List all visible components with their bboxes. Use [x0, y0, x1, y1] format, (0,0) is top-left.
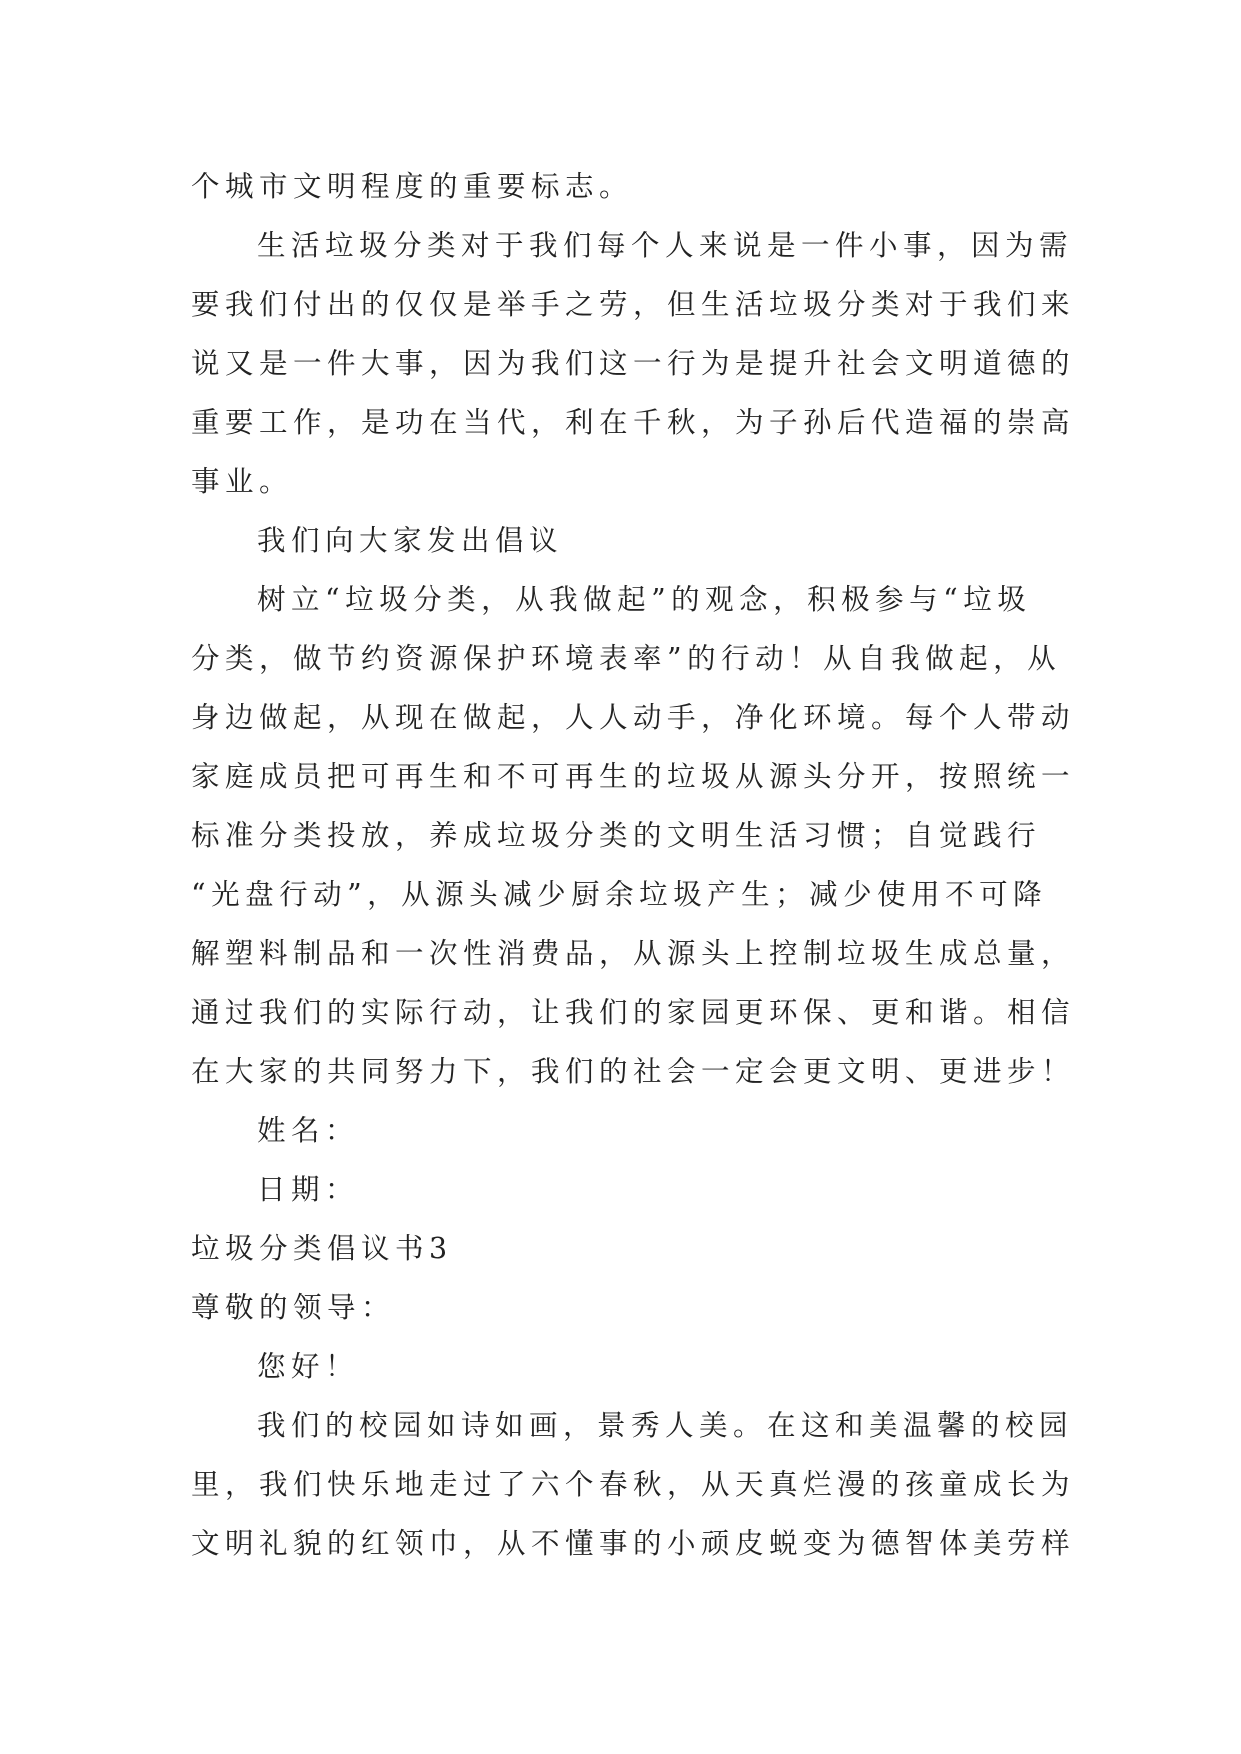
- body-line: 事业。: [191, 465, 294, 498]
- body-line: 重要工作，是功在当代，利在千秋，为子孙后代造福的崇高: [191, 406, 1076, 439]
- paragraph-start-line: 我们向大家发出倡议: [257, 524, 564, 557]
- body-line: 通过我们的实际行动，让我们的家园更环保、更和谐。相信: [191, 996, 1076, 1029]
- paragraph-start-line: 生活垃圾分类对于我们每个人来说是一件小事，因为需: [257, 229, 1074, 262]
- paragraph-start-line: 树立“垃圾分类，从我做起”的观念，积极参与“垃圾: [257, 583, 1032, 616]
- section-title: 垃圾分类倡议书3: [191, 1232, 453, 1265]
- greeting: 您好！: [257, 1350, 360, 1383]
- body-line: “光盘行动”，从源头减少厨余垃圾产生；减少使用不可降: [191, 878, 1048, 911]
- body-line: 里，我们快乐地走过了六个春秋，从天真烂漫的孩童成长为: [191, 1468, 1076, 1501]
- body-line: 在大家的共同努力下，我们的社会一定会更文明、更进步！: [191, 1055, 1076, 1088]
- paragraph-start-line: 我们的校园如诗如画，景秀人美。在这和美温馨的校园: [257, 1409, 1074, 1442]
- document-body: [191, 157, 1076, 1573]
- body-line: 说又是一件大事，因为我们这一行为是提升社会文明道德的: [191, 347, 1076, 380]
- body-line: 要我们付出的仅仅是举手之劳，但生活垃圾分类对于我们来: [191, 288, 1076, 321]
- body-line: 文明礼貌的红领巾，从不懂事的小顽皮蜕变为德智体美劳样: [191, 1527, 1076, 1560]
- body-line: 解塑料制品和一次性消费品，从源头上控制垃圾生成总量，: [191, 937, 1076, 970]
- body-line: 个城市文明程度的重要标志。: [191, 170, 634, 203]
- body-line: 身边做起，从现在做起，人人动手，净化环境。每个人带动: [191, 701, 1076, 734]
- body-line: 家庭成员把可再生和不可再生的垃圾从源头分开，按照统一: [191, 760, 1076, 793]
- signature-name-label: 姓名：: [257, 1114, 360, 1147]
- body-line: 分类，做节约资源保护环境表率”的行动！从自我做起，从: [191, 642, 1062, 675]
- signature-date-label: 日期：: [257, 1173, 360, 1206]
- salutation: 尊敬的领导：: [191, 1291, 396, 1324]
- body-line: 标准分类投放，养成垃圾分类的文明生活习惯；自觉践行: [191, 819, 1042, 852]
